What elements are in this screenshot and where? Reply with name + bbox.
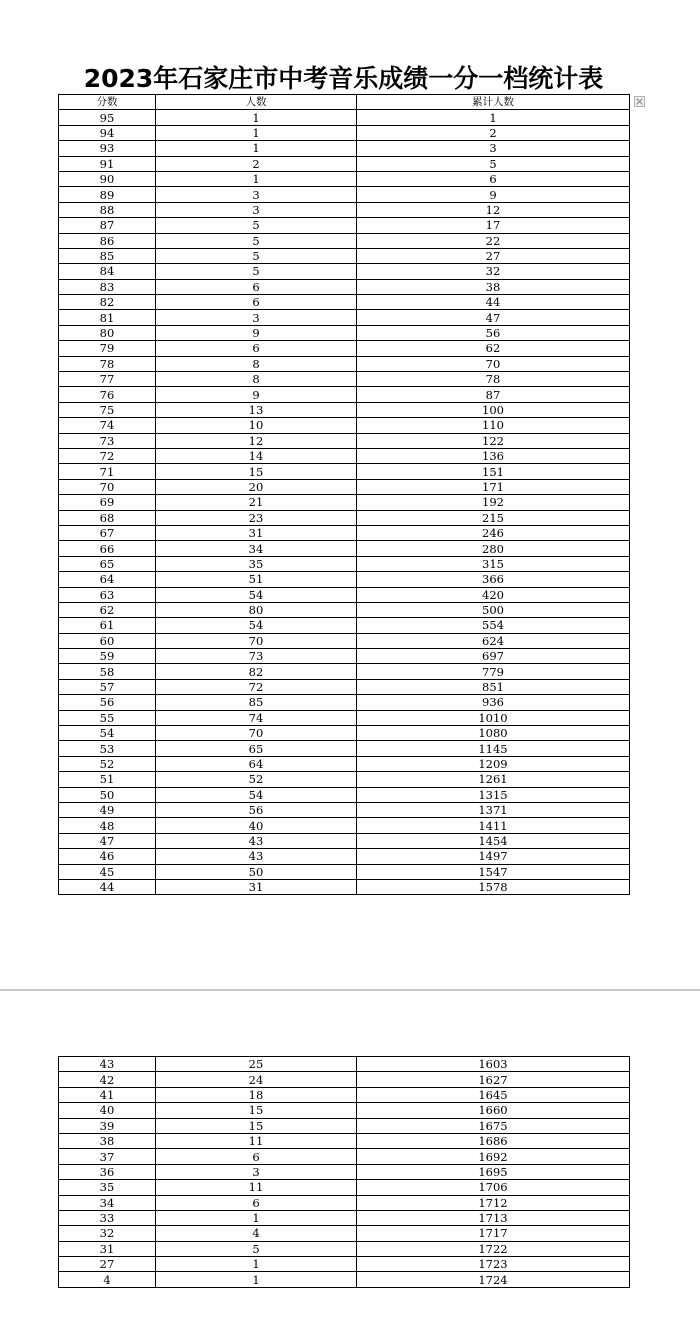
cell-cumulative: 122 <box>357 433 630 448</box>
cell-score: 46 <box>59 849 156 864</box>
cell-score: 41 <box>59 1087 156 1102</box>
cell-cumulative: 151 <box>357 464 630 479</box>
table-row <box>59 325 630 340</box>
table-row <box>59 1103 630 1118</box>
cell-cumulative: 1706 <box>357 1180 630 1195</box>
cell-cumulative: 624 <box>357 633 630 648</box>
cell-cumulative: 1315 <box>357 787 630 802</box>
cell-count: 3 <box>156 1164 357 1179</box>
cell-cumulative: 1675 <box>357 1118 630 1133</box>
cell-count: 5 <box>156 218 357 233</box>
table-row <box>59 202 630 217</box>
cell-score: 31 <box>59 1241 156 1256</box>
cell-count: 8 <box>156 356 357 371</box>
cell-score: 48 <box>59 818 156 833</box>
header-cumulative: 累计人数 <box>357 95 630 110</box>
cell-cumulative: 1627 <box>357 1072 630 1087</box>
cell-score: 35 <box>59 1180 156 1195</box>
cell-score: 80 <box>59 325 156 340</box>
table-title: 2023年石家庄市中考音乐成绩一分一档统计表 <box>83 64 604 93</box>
cell-count: 14 <box>156 448 357 463</box>
cell-cumulative: 110 <box>357 418 630 433</box>
cell-cumulative: 62 <box>357 341 630 356</box>
cell-cumulative: 215 <box>357 510 630 525</box>
table-row <box>59 633 630 648</box>
cell-score: 87 <box>59 218 156 233</box>
cell-count: 5 <box>156 248 357 263</box>
cell-cumulative: 1261 <box>357 772 630 787</box>
cell-cumulative: 1411 <box>357 818 630 833</box>
table-row <box>59 864 630 879</box>
cell-score: 66 <box>59 541 156 556</box>
cell-score: 54 <box>59 726 156 741</box>
cell-cumulative: 171 <box>357 479 630 494</box>
table-row <box>59 433 630 448</box>
table-row <box>59 572 630 587</box>
table-row <box>59 495 630 510</box>
cell-cumulative: 1686 <box>357 1133 630 1148</box>
table-row <box>59 264 630 279</box>
cell-cumulative: 280 <box>357 541 630 556</box>
cell-cumulative: 9 <box>357 187 630 202</box>
table-row <box>59 110 630 125</box>
cell-cumulative: 70 <box>357 356 630 371</box>
cell-count: 72 <box>156 679 357 694</box>
cell-count: 5 <box>156 233 357 248</box>
table-row <box>59 156 630 171</box>
cell-count: 43 <box>156 833 357 848</box>
cell-cumulative: 1010 <box>357 710 630 725</box>
cell-score: 77 <box>59 372 156 387</box>
cell-score: 84 <box>59 264 156 279</box>
cell-cumulative: 500 <box>357 602 630 617</box>
cell-count: 9 <box>156 325 357 340</box>
cell-cumulative: 136 <box>357 448 630 463</box>
cell-score: 58 <box>59 664 156 679</box>
cell-score: 44 <box>59 879 156 894</box>
cell-cumulative: 1692 <box>357 1149 630 1164</box>
cell-count: 31 <box>156 879 357 894</box>
table-row <box>59 787 630 802</box>
cell-cumulative: 1660 <box>357 1103 630 1118</box>
cell-count: 73 <box>156 649 357 664</box>
cell-count: 1 <box>156 110 357 125</box>
cell-cumulative: 1695 <box>357 1164 630 1179</box>
cell-score: 27 <box>59 1257 156 1272</box>
cell-score: 81 <box>59 310 156 325</box>
table-row <box>59 464 630 479</box>
cell-count: 11 <box>156 1180 357 1195</box>
cell-score: 88 <box>59 202 156 217</box>
cell-score: 51 <box>59 772 156 787</box>
cell-score: 91 <box>59 156 156 171</box>
cell-count: 6 <box>156 279 357 294</box>
cell-score: 37 <box>59 1149 156 1164</box>
table-row <box>59 1210 630 1225</box>
cell-cumulative: 2 <box>357 125 630 140</box>
cell-score: 68 <box>59 510 156 525</box>
cell-score: 65 <box>59 556 156 571</box>
cell-cumulative: 1454 <box>357 833 630 848</box>
cell-cumulative: 554 <box>357 618 630 633</box>
cell-count: 1 <box>156 1272 357 1287</box>
cell-score: 64 <box>59 572 156 587</box>
cell-cumulative: 366 <box>357 572 630 587</box>
page-break-divider <box>0 989 700 991</box>
cell-score: 40 <box>59 1103 156 1118</box>
cell-cumulative: 1 <box>357 110 630 125</box>
cell-count: 3 <box>156 187 357 202</box>
cell-score: 79 <box>59 341 156 356</box>
cell-count: 20 <box>156 479 357 494</box>
cell-count: 31 <box>156 525 357 540</box>
table-row <box>59 1272 630 1287</box>
cell-cumulative: 851 <box>357 679 630 694</box>
table-row <box>59 1149 630 1164</box>
table-row <box>59 849 630 864</box>
cell-cumulative: 246 <box>357 525 630 540</box>
cell-cumulative: 1145 <box>357 741 630 756</box>
cell-score: 73 <box>59 433 156 448</box>
table-row <box>59 1180 630 1195</box>
cell-count: 54 <box>156 618 357 633</box>
cell-count: 15 <box>156 464 357 479</box>
cell-count: 2 <box>156 156 357 171</box>
cell-score: 62 <box>59 602 156 617</box>
table-row <box>59 372 630 387</box>
cell-score: 4 <box>59 1272 156 1287</box>
cell-score: 82 <box>59 295 156 310</box>
table-row <box>59 1133 630 1148</box>
cell-count: 82 <box>156 664 357 679</box>
cell-count: 34 <box>156 541 357 556</box>
cell-count: 1 <box>156 171 357 186</box>
cell-count: 54 <box>156 787 357 802</box>
cell-score: 71 <box>59 464 156 479</box>
cell-count: 70 <box>156 633 357 648</box>
cell-cumulative: 17 <box>357 218 630 233</box>
cell-score: 49 <box>59 802 156 817</box>
cell-count: 23 <box>156 510 357 525</box>
cell-cumulative: 1717 <box>357 1226 630 1241</box>
cell-cumulative: 38 <box>357 279 630 294</box>
table-row <box>59 756 630 771</box>
table-row <box>59 125 630 140</box>
table-row <box>59 141 630 156</box>
cell-cumulative: 6 <box>357 171 630 186</box>
cell-cumulative: 56 <box>357 325 630 340</box>
header-count: 人数 <box>156 95 357 110</box>
cell-score: 95 <box>59 110 156 125</box>
cell-count: 25 <box>156 1057 357 1072</box>
table-row <box>59 1118 630 1133</box>
cell-score: 43 <box>59 1057 156 1072</box>
cell-cumulative: 12 <box>357 202 630 217</box>
cell-cumulative: 44 <box>357 295 630 310</box>
cell-score: 67 <box>59 525 156 540</box>
cell-cumulative: 1713 <box>357 1210 630 1225</box>
table-body-page-2 <box>59 1057 630 1288</box>
cell-score: 45 <box>59 864 156 879</box>
cell-cumulative: 1547 <box>357 864 630 879</box>
cell-cumulative: 1209 <box>357 756 630 771</box>
cell-score: 76 <box>59 387 156 402</box>
table-row <box>59 1257 630 1272</box>
score-table-page-2 <box>58 1056 630 1288</box>
cell-count: 51 <box>156 572 357 587</box>
table-row <box>59 556 630 571</box>
cell-count: 70 <box>156 726 357 741</box>
cell-count: 85 <box>156 695 357 710</box>
cell-count: 40 <box>156 818 357 833</box>
cell-score: 94 <box>59 125 156 140</box>
cell-score: 47 <box>59 833 156 848</box>
cell-score: 59 <box>59 649 156 664</box>
table-row <box>59 1226 630 1241</box>
cell-count: 15 <box>156 1118 357 1133</box>
cell-score: 86 <box>59 233 156 248</box>
table-row <box>59 510 630 525</box>
table-row <box>59 710 630 725</box>
cell-count: 80 <box>156 602 357 617</box>
cell-score: 56 <box>59 695 156 710</box>
cell-count: 5 <box>156 1241 357 1256</box>
cell-cumulative: 315 <box>357 556 630 571</box>
table-row <box>59 310 630 325</box>
cell-count: 1 <box>156 1210 357 1225</box>
table-row <box>59 479 630 494</box>
cell-count: 1 <box>156 141 357 156</box>
cell-score: 70 <box>59 479 156 494</box>
cell-count: 6 <box>156 1195 357 1210</box>
cell-score: 74 <box>59 418 156 433</box>
cell-cumulative: 1578 <box>357 879 630 894</box>
table-row <box>59 833 630 848</box>
cell-score: 39 <box>59 1118 156 1133</box>
cell-score: 53 <box>59 741 156 756</box>
table-row <box>59 356 630 371</box>
cell-cumulative: 1371 <box>357 802 630 817</box>
table-row <box>59 1072 630 1087</box>
score-table-page-1 <box>58 94 630 895</box>
cell-score: 93 <box>59 141 156 156</box>
cell-score: 52 <box>59 756 156 771</box>
cell-count: 43 <box>156 849 357 864</box>
table-row <box>59 341 630 356</box>
cell-cumulative: 1723 <box>357 1257 630 1272</box>
table-row <box>59 679 630 694</box>
cell-score: 32 <box>59 1226 156 1241</box>
table-row <box>59 1087 630 1102</box>
table-row <box>59 448 630 463</box>
cell-count: 65 <box>156 741 357 756</box>
cell-score: 50 <box>59 787 156 802</box>
cell-count: 3 <box>156 310 357 325</box>
cell-cumulative: 47 <box>357 310 630 325</box>
table-row <box>59 664 630 679</box>
table-row <box>59 218 630 233</box>
cell-cumulative: 1497 <box>357 849 630 864</box>
table-row <box>59 418 630 433</box>
cell-score: 38 <box>59 1133 156 1148</box>
cell-cumulative: 1603 <box>357 1057 630 1072</box>
cell-count: 11 <box>156 1133 357 1148</box>
cell-count: 24 <box>156 1072 357 1087</box>
cell-cumulative: 697 <box>357 649 630 664</box>
table-row <box>59 279 630 294</box>
cell-cumulative: 192 <box>357 495 630 510</box>
cell-cumulative: 1712 <box>357 1195 630 1210</box>
cell-count: 15 <box>156 1103 357 1118</box>
cell-count: 13 <box>156 402 357 417</box>
cell-count: 1 <box>156 125 357 140</box>
cell-score: 57 <box>59 679 156 694</box>
table-row <box>59 1241 630 1256</box>
cell-cumulative: 3 <box>357 141 630 156</box>
cell-cumulative: 779 <box>357 664 630 679</box>
cell-cumulative: 1724 <box>357 1272 630 1287</box>
table-row <box>59 387 630 402</box>
cell-count: 52 <box>156 772 357 787</box>
cell-count: 18 <box>156 1087 357 1102</box>
table-row <box>59 525 630 540</box>
cell-count: 74 <box>156 710 357 725</box>
cell-count: 6 <box>156 295 357 310</box>
cell-count: 50 <box>156 864 357 879</box>
cell-cumulative: 27 <box>357 248 630 263</box>
table-row <box>59 1195 630 1210</box>
cell-count: 4 <box>156 1226 357 1241</box>
cell-score: 34 <box>59 1195 156 1210</box>
cell-cumulative: 32 <box>357 264 630 279</box>
table-row <box>59 802 630 817</box>
cell-score: 33 <box>59 1210 156 1225</box>
table-row <box>59 295 630 310</box>
cell-cumulative: 5 <box>357 156 630 171</box>
cell-score: 75 <box>59 402 156 417</box>
table-row <box>59 1057 630 1072</box>
table-row <box>59 233 630 248</box>
table-row <box>59 879 630 894</box>
table-row <box>59 772 630 787</box>
table-row <box>59 618 630 633</box>
cell-count: 21 <box>156 495 357 510</box>
table-row <box>59 402 630 417</box>
cell-cumulative: 78 <box>357 372 630 387</box>
cell-count: 64 <box>156 756 357 771</box>
table-row <box>59 695 630 710</box>
cell-cumulative: 1722 <box>357 1241 630 1256</box>
cell-cumulative: 87 <box>357 387 630 402</box>
cell-count: 9 <box>156 387 357 402</box>
table-row <box>59 741 630 756</box>
table-body-page-1 <box>59 110 630 895</box>
cell-cumulative: 22 <box>357 233 630 248</box>
cell-score: 63 <box>59 587 156 602</box>
cell-score: 72 <box>59 448 156 463</box>
cell-count: 56 <box>156 802 357 817</box>
cell-cumulative: 1645 <box>357 1087 630 1102</box>
cell-score: 61 <box>59 618 156 633</box>
table-row <box>59 587 630 602</box>
table-row <box>59 818 630 833</box>
cell-count: 1 <box>156 1257 357 1272</box>
table-row <box>59 726 630 741</box>
cell-score: 85 <box>59 248 156 263</box>
cell-count: 10 <box>156 418 357 433</box>
cell-count: 8 <box>156 372 357 387</box>
cell-score: 90 <box>59 171 156 186</box>
cell-score: 89 <box>59 187 156 202</box>
table-row <box>59 649 630 664</box>
cell-count: 6 <box>156 341 357 356</box>
cell-count: 5 <box>156 264 357 279</box>
cell-cumulative: 936 <box>357 695 630 710</box>
cell-score: 83 <box>59 279 156 294</box>
table-row <box>59 602 630 617</box>
cell-score: 60 <box>59 633 156 648</box>
cell-count: 35 <box>156 556 357 571</box>
cell-count: 6 <box>156 1149 357 1164</box>
header-row <box>59 95 630 110</box>
cell-cumulative: 1080 <box>357 726 630 741</box>
table-row <box>59 1164 630 1179</box>
header-score: 分数 <box>59 95 156 110</box>
table-row <box>59 541 630 556</box>
cell-score: 69 <box>59 495 156 510</box>
cell-count: 3 <box>156 202 357 217</box>
cell-count: 12 <box>156 433 357 448</box>
cell-cumulative: 420 <box>357 587 630 602</box>
cell-count: 54 <box>156 587 357 602</box>
cell-score: 55 <box>59 710 156 725</box>
cell-cumulative: 100 <box>357 402 630 417</box>
cell-score: 36 <box>59 1164 156 1179</box>
cell-score: 78 <box>59 356 156 371</box>
table-row <box>59 171 630 186</box>
table-row <box>59 187 630 202</box>
cell-score: 42 <box>59 1072 156 1087</box>
table-row <box>59 248 630 263</box>
table-handle-icon[interactable] <box>634 96 645 107</box>
